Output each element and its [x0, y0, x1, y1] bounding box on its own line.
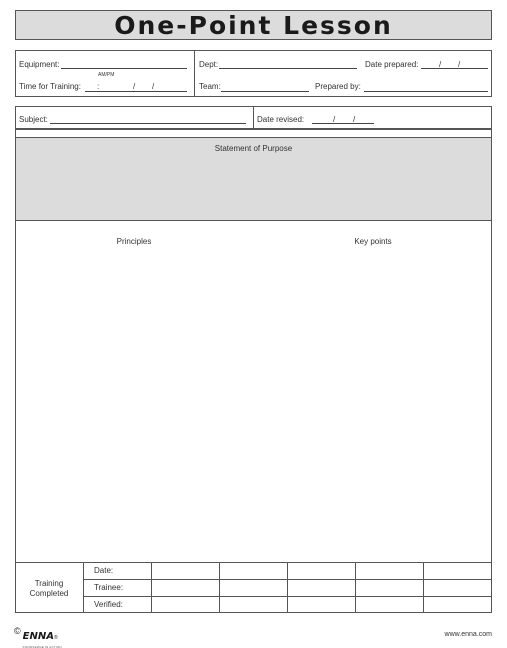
- date-revised-slash-1: /: [333, 115, 336, 124]
- time-for-training-field[interactable]: [85, 91, 187, 92]
- enna-logo-text: ENNA: [22, 631, 54, 642]
- key-points-area[interactable]: [253, 250, 491, 560]
- training-row-date-label: Date:: [94, 566, 114, 575]
- date-prepared-label: Date prepared:: [365, 60, 419, 69]
- equipment-label: Equipment:: [19, 60, 60, 69]
- time-colon: :: [97, 82, 100, 91]
- equipment-field[interactable]: [61, 68, 187, 69]
- ampm-label: AM/PM: [98, 72, 115, 78]
- training-heading-line1: Training: [34, 579, 64, 588]
- date-revised-slash-2: /: [353, 115, 356, 124]
- enna-logo: [23, 626, 62, 648]
- subject-divider: [253, 106, 254, 129]
- training-col-divider-2: [219, 562, 220, 613]
- date-prepared-slash-1: /: [439, 60, 442, 69]
- team-field[interactable]: [221, 91, 309, 92]
- time-for-training-label: Time for Training:: [19, 82, 81, 91]
- prepared-by-field[interactable]: [364, 91, 488, 92]
- registered-mark: ®: [53, 635, 58, 641]
- date-prepared-slash-2: /: [458, 60, 461, 69]
- date-prepared-field[interactable]: [421, 68, 488, 69]
- training-col-divider-5: [423, 562, 424, 613]
- footer-brand: [14, 626, 62, 648]
- training-col-divider-3: [287, 562, 288, 613]
- training-table-top: [15, 562, 492, 563]
- principles-heading: Principles: [116, 237, 152, 246]
- principles-area[interactable]: [16, 250, 253, 560]
- statement-of-purpose-heading: Statement of Purpose: [214, 144, 293, 153]
- training-col-divider-4: [355, 562, 356, 613]
- key-points-heading: Key points: [354, 237, 392, 246]
- training-row-verified-label: Verified:: [94, 600, 123, 609]
- prepared-by-label: Prepared by:: [315, 82, 361, 91]
- header-divider: [194, 50, 195, 97]
- dept-label: Dept:: [199, 60, 219, 69]
- header-box: [15, 50, 492, 97]
- title-bar: [15, 10, 492, 40]
- training-col-divider-0: [83, 562, 84, 613]
- training-col-divider-1: [151, 562, 152, 613]
- enna-tagline: KNOWLEDGE IN ACTION: [22, 645, 62, 648]
- date-revised-field[interactable]: [312, 123, 374, 124]
- website-url[interactable]: www.enna.com: [444, 631, 492, 638]
- training-heading-line2: Completed: [29, 589, 69, 598]
- team-label: Team:: [199, 82, 221, 91]
- form-title: One-Point Lesson: [114, 10, 393, 40]
- training-row-divider-1: [83, 579, 492, 580]
- training-row-trainee-label: Trainee:: [94, 583, 124, 592]
- time-slash-1: /: [133, 82, 136, 91]
- date-revised-label: Date revised:: [257, 115, 305, 124]
- time-slash-2: /: [152, 82, 155, 91]
- training-row-divider-2: [83, 596, 492, 597]
- subject-field[interactable]: [50, 123, 246, 124]
- dept-field[interactable]: [219, 68, 357, 69]
- copyright-symbol: ©: [14, 626, 21, 636]
- subject-label: Subject:: [19, 115, 48, 124]
